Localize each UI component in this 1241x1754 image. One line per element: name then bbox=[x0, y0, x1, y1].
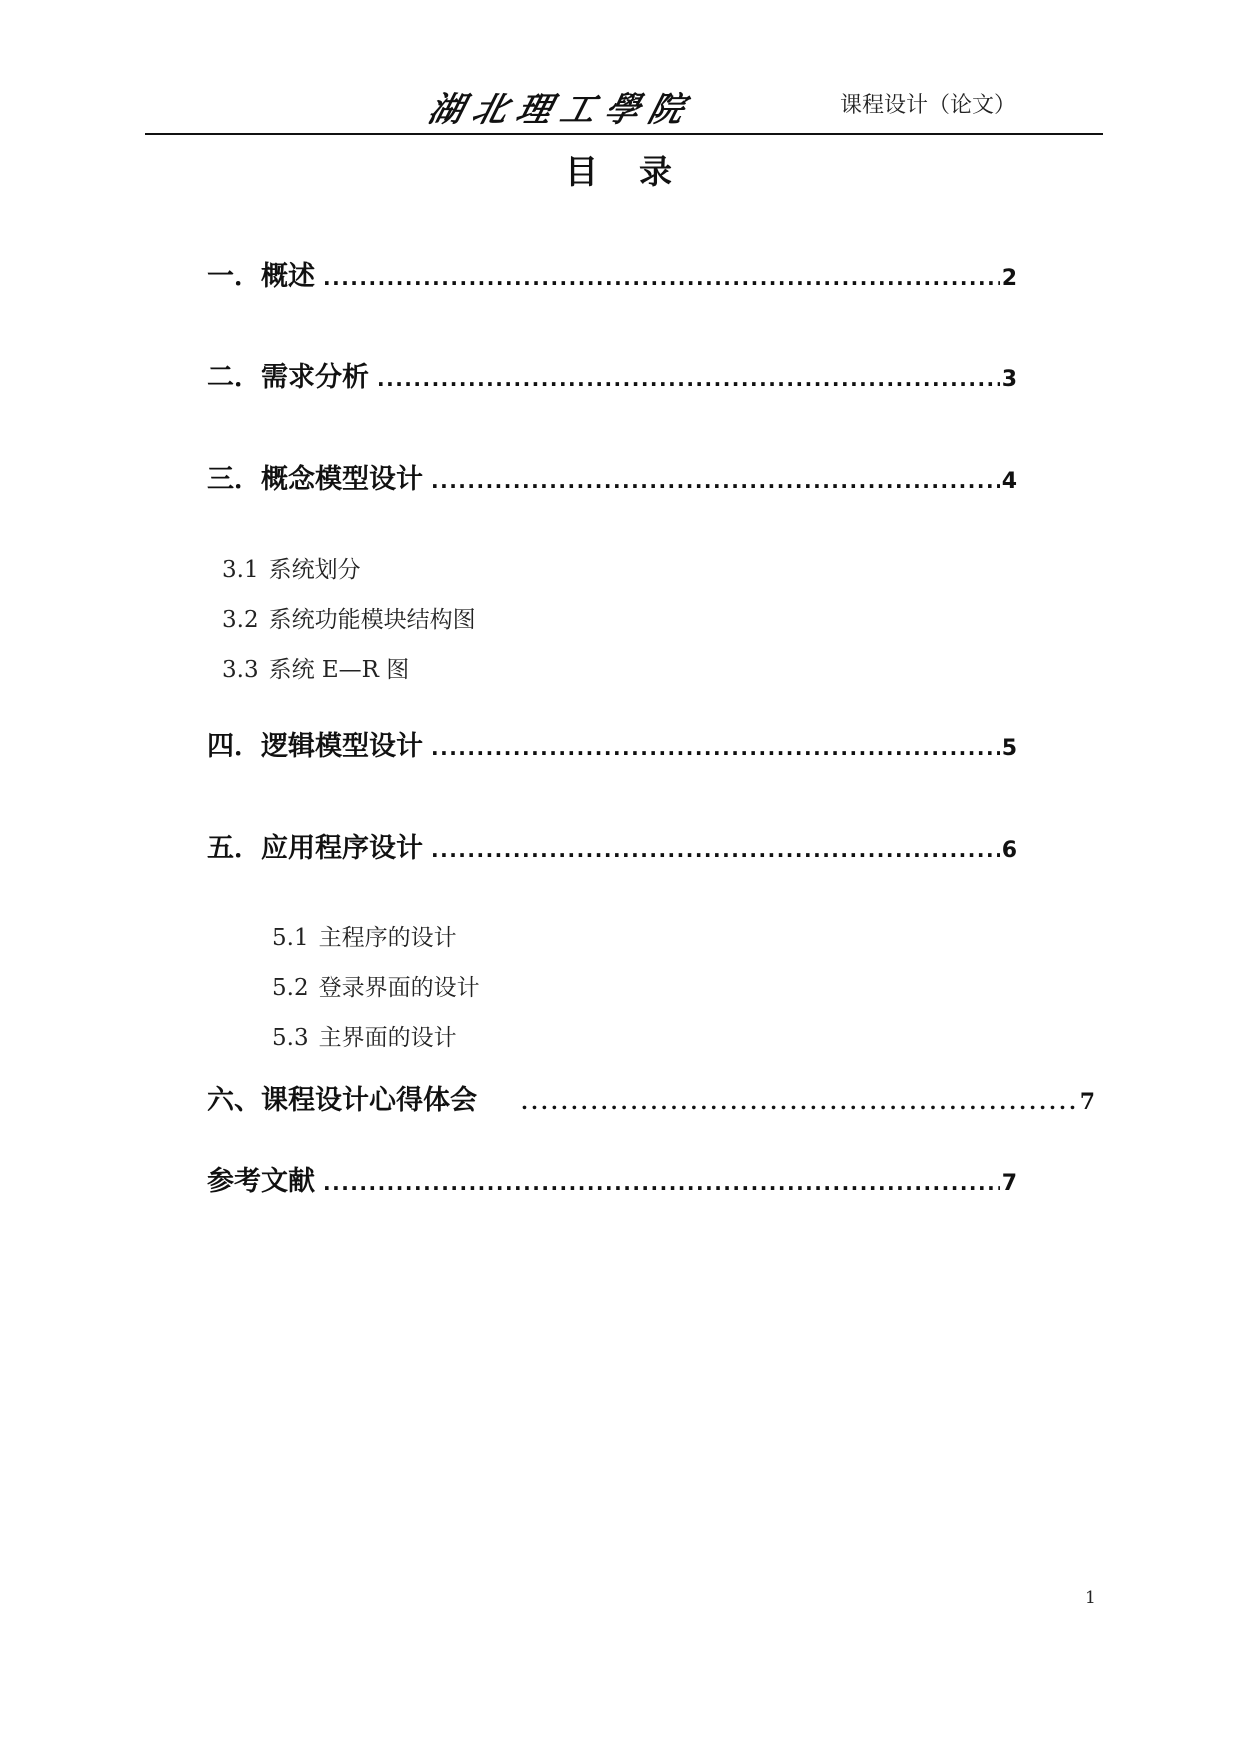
toc-subentry-number: 5.1 bbox=[272, 925, 309, 951]
toc-subentry-text: 系统 E—R 图 bbox=[268, 657, 410, 683]
toc-entry-label: 四．逻辑模型设计 bbox=[207, 731, 423, 762]
toc-entry[interactable] bbox=[207, 724, 1017, 763]
toc-entry-page: 7 bbox=[1001, 1171, 1017, 1196]
toc-subentry-text: 系统划分 bbox=[268, 557, 361, 583]
toc-entry-label: 六、课程设计心得体会 bbox=[207, 1085, 477, 1116]
toc-entry-page: 4 bbox=[1001, 469, 1017, 494]
toc-entry-label: 一．概述 bbox=[207, 261, 315, 292]
toc-entry-label: 参考文献 bbox=[207, 1166, 315, 1197]
toc-subentry-text: 系统功能模块结构图 bbox=[268, 607, 476, 633]
page-number: 1 bbox=[1085, 1588, 1096, 1608]
toc-entry-label: 五．应用程序设计 bbox=[207, 833, 423, 864]
university-logo: 湖北理工學院 bbox=[424, 90, 699, 130]
toc-leader-dots bbox=[323, 1171, 1000, 1195]
toc-subentry[interactable] bbox=[222, 551, 361, 584]
toc-title: 目 录 bbox=[565, 152, 676, 191]
toc-subentry-number: 5.2 bbox=[272, 975, 309, 1001]
toc-subentry-number: 5.3 bbox=[272, 1025, 309, 1051]
toc-entry[interactable] bbox=[207, 826, 1017, 865]
toc-subentry[interactable] bbox=[222, 601, 476, 634]
toc-leader-dots bbox=[431, 469, 1000, 493]
toc-subentry[interactable] bbox=[272, 1019, 457, 1052]
toc-entry[interactable] bbox=[207, 457, 1017, 496]
toc-entry-page: 2 bbox=[1001, 266, 1017, 291]
toc-subentry[interactable] bbox=[222, 651, 409, 684]
toc-entry[interactable] bbox=[207, 1159, 1017, 1198]
toc-entry-label: 三．概念模型设计 bbox=[207, 464, 423, 495]
toc-subentry-text: 主界面的设计 bbox=[318, 1025, 457, 1051]
toc-subentry-text: 主程序的设计 bbox=[318, 925, 457, 951]
toc-leader-dots bbox=[377, 367, 1000, 391]
toc-subentry-number: 3.3 bbox=[222, 657, 259, 683]
toc-leader-dots bbox=[431, 736, 1000, 760]
toc-entry-page: 6 bbox=[1001, 838, 1017, 863]
toc-leader-dots bbox=[323, 266, 1000, 290]
toc-entry-page: 7 bbox=[1079, 1089, 1095, 1115]
toc-entry[interactable] bbox=[207, 254, 1017, 293]
toc-entry[interactable] bbox=[207, 355, 1017, 394]
toc-entry-page: 3 bbox=[1001, 367, 1017, 392]
toc-entry[interactable] bbox=[207, 1078, 1095, 1117]
toc-entry-label: 二．需求分析 bbox=[207, 362, 369, 393]
header-doc-type: 课程设计（论文） bbox=[840, 93, 1017, 118]
toc-subentry-text: 登录界面的设计 bbox=[318, 975, 480, 1001]
toc-subentry[interactable] bbox=[272, 919, 457, 952]
toc-entry-page: 5 bbox=[1001, 736, 1017, 761]
toc-subentry-number: 3.2 bbox=[222, 607, 259, 633]
header-rule bbox=[145, 133, 1103, 135]
toc-subentry[interactable] bbox=[272, 969, 480, 1002]
toc-leader-dots bbox=[431, 838, 1000, 862]
toc-subentry-number: 3.1 bbox=[222, 557, 259, 583]
toc-leader-dots bbox=[521, 1090, 1078, 1114]
